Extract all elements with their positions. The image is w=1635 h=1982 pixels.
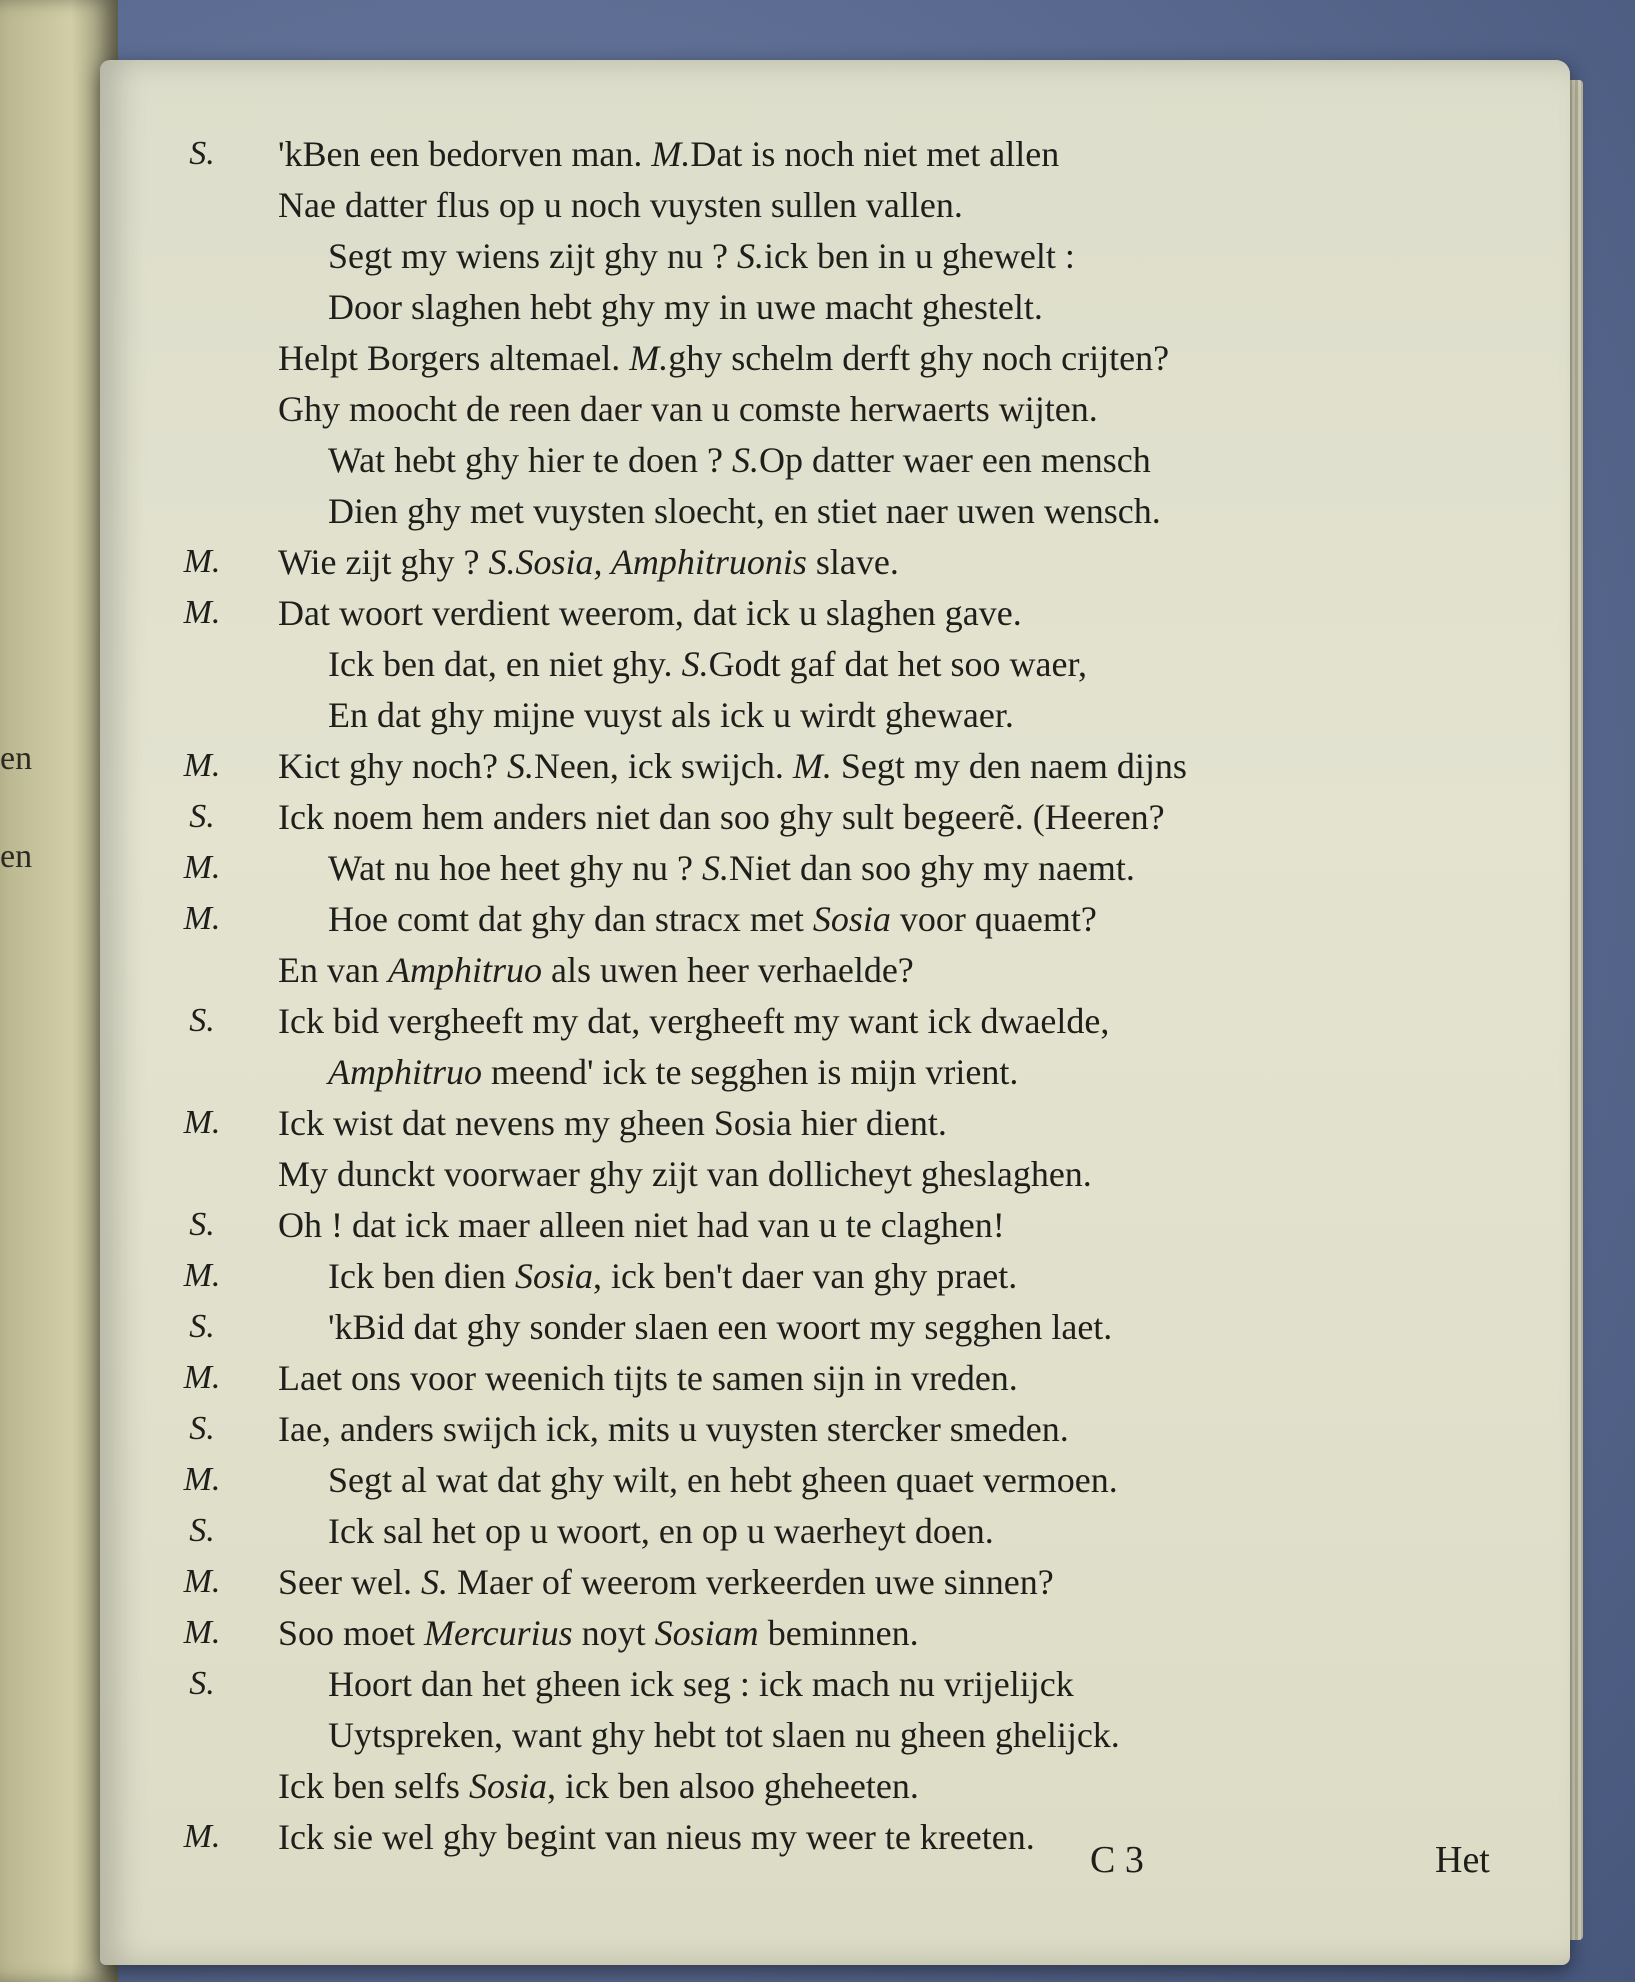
verse-line [100,793,1570,841]
italic-name: Sosia [812,899,891,939]
verse-line [100,1252,1570,1300]
verse-text [328,844,1135,892]
text-run: Ick noem hem anders niet dan soo ghy sult begeerẽ. (Heeren? [278,797,1165,837]
italic-name: S. [681,644,709,684]
verse-line [100,589,1570,637]
text-run: Door slaghen hebt ghy my in uwe macht ghestelt. [328,287,1043,327]
verse-line [100,1456,1570,1504]
verse-text [278,1609,919,1657]
text-run: Ick ben selfs [278,1766,469,1806]
verse-text [278,1099,947,1147]
speaker-label: M. [183,1359,221,1396]
verse-text [278,1813,1035,1861]
text-run: Maer of weerom verkeerden uwe sinnen? [447,1562,1054,1602]
text-run: noyt [572,1613,655,1653]
italic-name: S. [506,746,534,786]
verse-line [100,334,1570,382]
text-run: Ick wist dat nevens my gheen Sosia hier dient. [278,1103,947,1143]
speaker-label: M. [183,1257,221,1294]
verse-line [100,1558,1570,1606]
text-run: ick ben in u ghewelt : [763,236,1075,276]
verse-text [278,130,1059,178]
italic-name: Sosia [468,1766,547,1806]
text-run: Seer wel. [278,1562,421,1602]
text-run: My dunckt voorwaer ghy zijt van dollicheyt gheslaghen. [278,1154,1092,1194]
speaker-label: S. [189,1308,215,1345]
speaker-label: M. [183,900,221,937]
verse-line [100,181,1570,229]
text-run: ghy schelm derft ghy noch crijten? [668,338,1170,378]
text-run: Hoort dan het gheen ick seg : ick mach nu vrijelijck [328,1664,1074,1704]
verse-text [278,385,1098,433]
verse-text [328,283,1043,331]
italic-name: S. [420,1562,448,1602]
verse-line [100,895,1570,943]
text-run: Wat nu hoe heet ghy nu ? [328,848,702,888]
verse-line [100,538,1570,586]
italic-name: Sosia, Amphitruonis [515,542,807,582]
text-run: Op datter waer een mensch [758,440,1151,480]
text-run: Kict ghy noch? [278,746,507,786]
speaker-label: M. [183,1461,221,1498]
text-run: 'kBid dat ghy sonder slaen een woort my segghen laet. [328,1307,1113,1347]
speaker-label: M. [183,1104,221,1141]
text-run: als uwen heer verhaelde? [541,950,914,990]
text-run: Ick sal het op u woort, en op u waerheyt doen. [328,1511,994,1551]
speaker-label: S. [189,798,215,835]
verse-line [100,1813,1570,1861]
text-run: Niet dan soo ghy my naemt. [729,848,1135,888]
verse-text [328,1048,1018,1096]
verse-text [278,997,1109,1045]
verse-line [100,1303,1570,1351]
text-run: Ick ben dien [328,1256,515,1296]
verse-text [278,1354,1018,1402]
text-run: Hoe comt dat ghy dan stracx met [328,899,813,939]
speaker-label: S. [189,1206,215,1243]
verse-text [278,1405,1069,1453]
text-run: Helpt Borgers altemael. [278,338,630,378]
verse-text [328,895,1097,943]
speaker-label: S. [189,1002,215,1039]
speaker-label: S. [189,1665,215,1702]
verse-text [278,1762,919,1810]
verse-line [100,1354,1570,1402]
speaker-label: M. [183,849,221,886]
text-run: Ick sie wel ghy begint van nieus my weer te kreeten. [278,1817,1035,1857]
verse-text [278,793,1165,841]
left-page-fragment: en [0,838,33,875]
text-run: Dat woort verdient weerom, dat ick u slaghen gave. [278,593,1022,633]
italic-name: S. [488,542,516,582]
verse-line [100,1201,1570,1249]
verse-text [328,1711,1120,1759]
verse-text [278,1558,1054,1606]
text-run: slave. [806,542,899,582]
text-run: Nae datter flus op u noch vuysten sullen vallen. [278,185,963,225]
verse-text [278,742,1187,790]
italic-name: Mercurius [424,1613,573,1653]
verse-line [100,997,1570,1045]
speaker-label: M. [183,543,221,580]
verse-text [328,436,1151,484]
catchword: Het [1435,1839,1490,1881]
italic-name: M. [651,134,691,174]
text-run: 'kBen een bedorven man. [278,134,652,174]
verse-line [100,487,1570,535]
text-run: Ick bid vergheeft my dat, vergheeft my want ick dwaelde, [278,1001,1110,1041]
speaker-label: S. [189,135,215,172]
speaker-label: M. [183,747,221,784]
italic-name: S. [731,440,759,480]
verse-text [328,487,1161,535]
text-run: Neen, ick swijch. [533,746,793,786]
verse-line [100,1099,1570,1147]
text-run: Soo moet [278,1613,425,1653]
verse-line [100,436,1570,484]
verse-text [278,946,914,994]
italic-name: Amphitruo [387,950,542,990]
text-run: Dien ghy met vuysten sloecht, en stiet naer uwen wensch. [328,491,1161,531]
verse-line [100,946,1570,994]
italic-name: Sosia [514,1256,593,1296]
italic-name: Amphitruo [328,1052,483,1092]
speaker-label: M. [183,1563,221,1600]
text-run: Uytspreken, want ghy hebt tot slaen nu gheen ghelijck. [328,1715,1120,1755]
verse-text [278,1201,1005,1249]
text-run: , ick ben alsoo gheheeten. [546,1766,919,1806]
text-run: Ghy moocht de reen daer van u comste herwaerts wijten. [278,389,1098,429]
text-run: Oh ! dat ick maer alleen niet had van u te claghen! [278,1205,1005,1245]
speaker-label: M. [183,1818,221,1855]
verse-text [278,1150,1092,1198]
verse-text [328,640,1087,688]
text-run: En dat ghy mijne vuyst als ick u wirdt ghewaer. [328,695,1014,735]
text-run: Godt gaf dat het soo waer, [708,644,1088,684]
text-run: voor quaemt? [890,899,1097,939]
verse-line [100,385,1570,433]
signature-mark: C 3 [1090,1839,1144,1881]
verse-text [278,334,1169,382]
text-run: Wat hebt ghy hier te doen ? [328,440,732,480]
text-run: Segt al wat dat ghy wilt, en hebt gheen quaet vermoen. [328,1460,1118,1500]
text-run: , ick ben't daer van ghy praet. [592,1256,1018,1296]
verse-text [278,538,899,586]
text-run: Dat is noch niet met allen [690,134,1060,174]
verse-line [100,1762,1570,1810]
verse-text [328,691,1014,739]
verse-line [100,1048,1570,1096]
text-run: meend' ick te segghen is mijn vrient. [482,1052,1019,1092]
text-run: beminnen. [758,1613,919,1653]
verse-line [100,640,1570,688]
speaker-label: M. [183,594,221,631]
verse-text [328,1252,1017,1300]
verse-line [100,1609,1570,1657]
text-run: En van [278,950,388,990]
text-run: Segt my den naem dijns [831,746,1187,786]
verse-line [100,1660,1570,1708]
left-page-fragment: en [0,740,33,777]
book-page [100,60,1570,1965]
speaker-label: M. [183,1614,221,1651]
verse-text [328,1456,1118,1504]
verse-text [278,589,1022,637]
verse-line [100,691,1570,739]
verse-line [100,1405,1570,1453]
verse-text [328,232,1075,280]
italic-name: Sosiam [654,1613,759,1653]
verse-line [100,742,1570,790]
italic-name: S. [736,236,764,276]
verse-line [100,1711,1570,1759]
verse-line [100,130,1570,178]
text-run: Ick ben dat, en niet ghy. [328,644,682,684]
verse-text [278,181,963,229]
speaker-label: S. [189,1512,215,1549]
verse-line [100,1507,1570,1555]
speaker-label: S. [189,1410,215,1447]
text-run: Segt my wiens zijt ghy nu ? [328,236,737,276]
text-run: Iae, anders swijch ick, mits u vuysten stercker smeden. [278,1409,1069,1449]
verse-line [100,1150,1570,1198]
italic-name: S. [702,848,729,888]
italic-name: M. [792,746,832,786]
verse-text [328,1303,1112,1351]
verse-line [100,283,1570,331]
text-run: Laet ons voor weenich tijts te samen sijn in vreden. [278,1358,1018,1398]
text-run: Wie zijt ghy ? [278,542,489,582]
italic-name: M. [629,338,669,378]
verse-text [328,1507,994,1555]
verse-line [100,844,1570,892]
verse-text [328,1660,1074,1708]
verse-line [100,232,1570,280]
